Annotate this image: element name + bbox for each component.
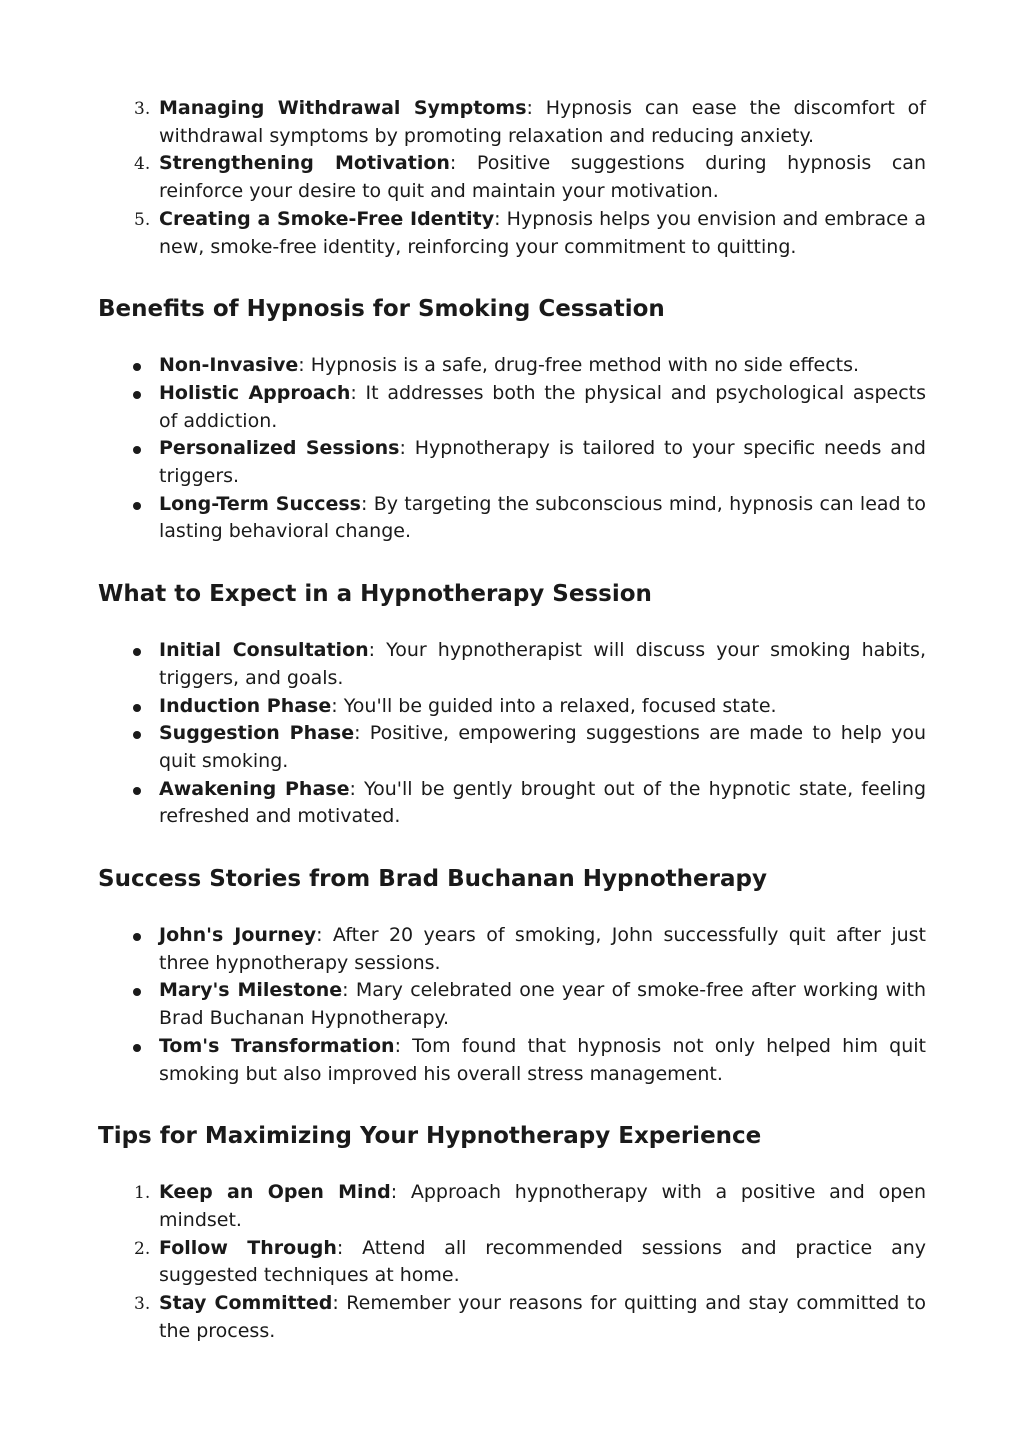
item-text: : Hypnosis can ease the discomfort of withdrawal symptoms by promoting relaxation and reducing anxiety. <box>159 97 926 147</box>
list-item <box>98 150 926 205</box>
item-text: : You'll be guided into a relaxed, focused state. <box>331 694 777 717</box>
item-text: : Approach hypnotherapy with a positive and open mindset. <box>159 1181 926 1231</box>
item-term: Long-Term Success <box>159 492 361 515</box>
bullet-icon <box>133 704 141 712</box>
list-item <box>98 491 926 546</box>
item-term: John's Journey <box>159 924 317 947</box>
item-term: Holistic Approach <box>159 381 351 404</box>
item-term: Initial Consultation <box>159 639 369 662</box>
list-number: 3. <box>134 1294 151 1315</box>
item-text: : Hypnosis helps you envision and embrace a new, smoke-free identity, reinforcing your commitment to quitting. <box>159 207 926 258</box>
item-text: : Positive, empowering suggestions are made to help you quit smoking. <box>159 722 926 772</box>
bullet-icon <box>133 731 141 739</box>
item-term: Creating a Smoke-Free Identity <box>159 207 495 230</box>
item-text: : Tom found that hypnosis not only helped him quit smoking but also improved his overall stress management. <box>159 1034 927 1085</box>
list-number: 5. <box>134 209 151 230</box>
bullet-icon <box>133 363 141 371</box>
item-term: Keep an Open Mind <box>159 1181 391 1204</box>
item-term: Induction Phase <box>159 694 332 717</box>
bullet-icon <box>133 391 141 399</box>
item-term: Follow Through <box>159 1236 337 1259</box>
item-term: Awakening Phase <box>159 777 350 800</box>
document-content <box>98 95 926 1346</box>
item-text: : Positive suggestions during hypnosis can reinforce your desire to quit and maintain your motivation. <box>159 152 926 203</box>
section-heading-tips: Tips for Maximizing Your Hypnotherapy Experience <box>98 1123 762 1150</box>
item-term: Non-Invasive <box>159 354 299 377</box>
bullet-icon <box>133 502 141 510</box>
list-item <box>98 380 926 435</box>
section-heading-success-stories: Success Stories from Brad Buchanan Hypnotherapy <box>98 866 767 893</box>
item-text: : By targeting the subconscious mind, hypnosis can lead to lasting behavioral change. <box>159 492 926 543</box>
list-item <box>98 776 926 831</box>
bullet-icon <box>133 933 141 941</box>
bullet-icon <box>133 446 141 454</box>
section-heading-benefits: Benefits of Hypnosis for Smoking Cessation <box>98 296 665 323</box>
item-text: : Hypnosis is a safe, drug-free method with no side effects. <box>298 354 860 377</box>
list-item <box>98 435 926 490</box>
numbered-list-tips <box>98 1179 926 1345</box>
list-number: 3. <box>134 99 151 119</box>
list-item <box>98 95 926 150</box>
section-heading-session: What to Expect in a Hypnotherapy Session <box>98 581 652 608</box>
item-text: : Hypnotherapy is tailored to your specific needs and triggers. <box>159 437 926 488</box>
list-item <box>98 206 926 261</box>
item-term: Managing Withdrawal Symptoms <box>159 97 527 119</box>
list-item <box>98 693 926 721</box>
item-term: Suggestion Phase <box>159 722 355 745</box>
bullet-list-session <box>98 637 926 831</box>
bullet-icon <box>133 988 141 996</box>
item-term: Personalized Sessions <box>159 437 400 460</box>
list-item <box>98 1290 926 1345</box>
list-item <box>98 977 926 1032</box>
list-item <box>98 1033 926 1088</box>
item-term: Strengthening Motivation <box>159 152 450 175</box>
bullet-icon <box>133 648 141 656</box>
bullet-icon <box>133 1044 141 1052</box>
list-item <box>98 922 926 977</box>
bullet-icon <box>133 787 141 795</box>
item-text: : Remember your reasons for quitting and stay committed to the process. <box>159 1292 926 1342</box>
item-text: : Your hypnotherapist will discuss your smoking habits, triggers, and goals. <box>159 639 926 689</box>
list-item <box>98 352 926 380</box>
list-number: 1. <box>134 1183 151 1204</box>
item-text: : It addresses both the physical and psychological aspects of addiction. <box>159 381 927 432</box>
list-item <box>98 720 926 775</box>
item-text: : Mary celebrated one year of smoke-free after working with Brad Buchanan Hypnotherapy. <box>159 979 926 1030</box>
list-number: 2. <box>134 1238 151 1259</box>
bullet-list-benefits <box>98 352 926 546</box>
list-number: 4. <box>134 154 151 175</box>
item-text: : You'll be gently brought out of the hypnotic state, feeling refreshed and motivated. <box>159 777 927 828</box>
item-term: Mary's Milestone <box>159 979 343 1002</box>
list-item <box>98 1179 926 1234</box>
numbered-list-top <box>98 95 926 261</box>
item-text: : After 20 years of smoking, John successfully quit after just three hypnotherapy sessions. <box>159 924 927 974</box>
bullet-list-success-stories <box>98 922 926 1088</box>
item-text: : Attend all recommended sessions and practice any suggested techniques at home. <box>159 1236 926 1287</box>
list-item <box>98 637 926 692</box>
item-term: Tom's Transformation <box>159 1034 395 1057</box>
item-term: Stay Committed <box>159 1292 333 1315</box>
list-item <box>98 1235 926 1290</box>
